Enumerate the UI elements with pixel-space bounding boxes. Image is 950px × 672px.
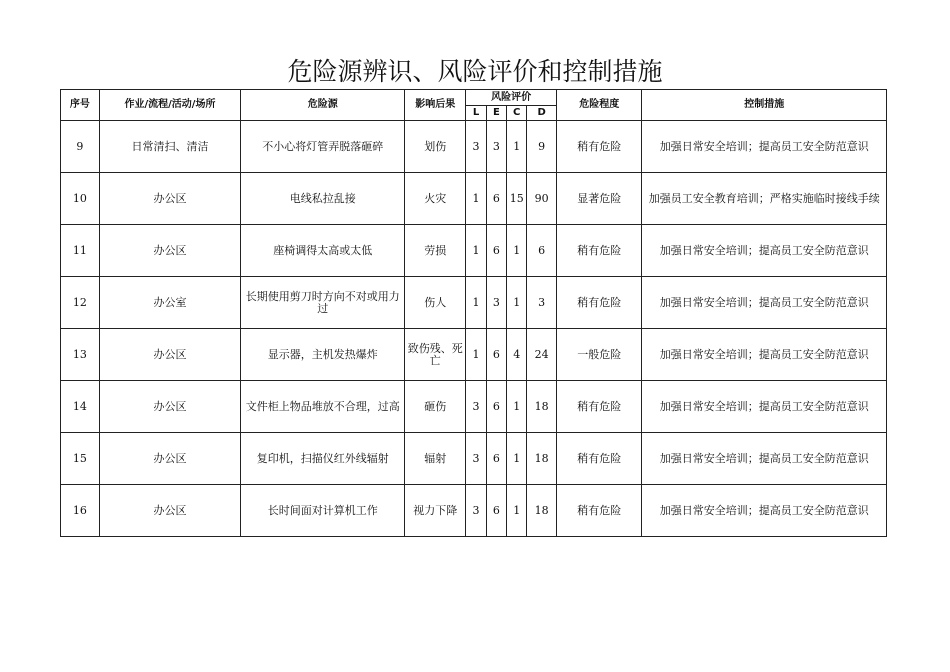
cell-activity: 办公区 <box>99 433 241 485</box>
cell-hazard: 显示器，主机发热爆炸 <box>241 329 405 381</box>
cell-activity: 办公区 <box>99 225 241 277</box>
cell-c: 1 <box>507 381 527 433</box>
cell-l: 3 <box>466 485 486 537</box>
table-row <box>61 485 887 537</box>
cell-c: 15 <box>507 173 527 225</box>
header-measures: 控制措施 <box>642 90 887 121</box>
cell-e: 6 <box>486 329 506 381</box>
cell-seq: 14 <box>61 381 100 433</box>
cell-consequence: 致伤残、死亡 <box>405 329 466 381</box>
cell-consequence: 辐射 <box>405 433 466 485</box>
cell-consequence: 划伤 <box>405 121 466 173</box>
cell-d: 90 <box>527 173 557 225</box>
cell-c: 1 <box>507 485 527 537</box>
cell-consequence: 视力下降 <box>405 485 466 537</box>
cell-e: 6 <box>486 433 506 485</box>
cell-l: 1 <box>466 173 486 225</box>
cell-level: 稍有危险 <box>556 485 642 537</box>
cell-measures: 加强日常安全培训；提高员工安全防范意识 <box>642 121 887 173</box>
hazard-table <box>60 89 887 537</box>
cell-c: 1 <box>507 121 527 173</box>
cell-c: 1 <box>507 277 527 329</box>
cell-c: 1 <box>507 433 527 485</box>
cell-hazard: 座椅调得太高或太低 <box>241 225 405 277</box>
cell-level: 稍有危险 <box>556 121 642 173</box>
cell-level: 显著危险 <box>556 173 642 225</box>
cell-seq: 13 <box>61 329 100 381</box>
cell-l: 3 <box>466 381 486 433</box>
cell-hazard: 长期使用剪刀时方向不对或用力过 <box>241 277 405 329</box>
cell-measures: 加强员工安全教育培训；严格实施临时接线手续 <box>642 173 887 225</box>
cell-measures: 加强日常安全培训；提高员工安全防范意识 <box>642 485 887 537</box>
table-row <box>61 329 887 381</box>
cell-d: 3 <box>527 277 557 329</box>
header-l: L <box>466 106 486 121</box>
cell-e: 6 <box>486 485 506 537</box>
header-seq: 序号 <box>61 90 100 121</box>
cell-activity: 办公区 <box>99 485 241 537</box>
cell-hazard: 长时间面对计算机工作 <box>241 485 405 537</box>
cell-measures: 加强日常安全培训；提高员工安全防范意识 <box>642 329 887 381</box>
header-c: C <box>507 106 527 121</box>
header-e: E <box>486 106 506 121</box>
cell-e: 6 <box>486 225 506 277</box>
cell-e: 3 <box>486 277 506 329</box>
header-d: D <box>527 106 557 121</box>
cell-l: 3 <box>466 121 486 173</box>
cell-hazard: 文件柜上物品堆放不合理，过高 <box>241 381 405 433</box>
table-row <box>61 277 887 329</box>
cell-hazard: 复印机，扫描仪红外线辐射 <box>241 433 405 485</box>
cell-hazard: 电线私拉乱接 <box>241 173 405 225</box>
cell-e: 3 <box>486 121 506 173</box>
table-row <box>61 225 887 277</box>
cell-consequence: 火灾 <box>405 173 466 225</box>
cell-level: 一般危险 <box>556 329 642 381</box>
cell-measures: 加强日常安全培训；提高员工安全防范意识 <box>642 381 887 433</box>
cell-e: 6 <box>486 173 506 225</box>
cell-e: 6 <box>486 381 506 433</box>
cell-consequence: 劳损 <box>405 225 466 277</box>
header-consequence: 影响后果 <box>405 90 466 121</box>
header-risk-eval: 风险评价 <box>466 90 557 106</box>
cell-d: 18 <box>527 381 557 433</box>
cell-hazard: 不小心将灯管弄脱落砸碎 <box>241 121 405 173</box>
cell-l: 1 <box>466 225 486 277</box>
cell-l: 1 <box>466 277 486 329</box>
table-row <box>61 381 887 433</box>
cell-c: 1 <box>507 225 527 277</box>
table-row <box>61 433 887 485</box>
cell-seq: 11 <box>61 225 100 277</box>
cell-seq: 9 <box>61 121 100 173</box>
cell-activity: 办公区 <box>99 381 241 433</box>
page-title: 危险源辨识、风险评价和控制措施 <box>287 57 663 86</box>
cell-seq: 15 <box>61 433 100 485</box>
cell-level: 稍有危险 <box>556 277 642 329</box>
header-activity: 作业/流程/活动/场所 <box>99 90 241 121</box>
cell-seq: 12 <box>61 277 100 329</box>
cell-consequence: 伤人 <box>405 277 466 329</box>
cell-measures: 加强日常安全培训；提高员工安全防范意识 <box>642 277 887 329</box>
cell-c: 4 <box>507 329 527 381</box>
cell-l: 1 <box>466 329 486 381</box>
cell-l: 3 <box>466 433 486 485</box>
table-row <box>61 121 887 173</box>
cell-activity: 办公室 <box>99 277 241 329</box>
cell-d: 18 <box>527 433 557 485</box>
cell-activity: 办公区 <box>99 173 241 225</box>
cell-level: 稍有危险 <box>556 433 642 485</box>
cell-level: 稍有危险 <box>556 225 642 277</box>
cell-seq: 16 <box>61 485 100 537</box>
cell-activity: 日常清扫、清洁 <box>99 121 241 173</box>
cell-d: 6 <box>527 225 557 277</box>
cell-level: 稍有危险 <box>556 381 642 433</box>
cell-d: 18 <box>527 485 557 537</box>
table-row <box>61 173 887 225</box>
cell-measures: 加强日常安全培训；提高员工安全防范意识 <box>642 225 887 277</box>
cell-d: 24 <box>527 329 557 381</box>
cell-activity: 办公区 <box>99 329 241 381</box>
cell-measures: 加强日常安全培训；提高员工安全防范意识 <box>642 433 887 485</box>
header-level: 危险程度 <box>556 90 642 121</box>
cell-d: 9 <box>527 121 557 173</box>
header-hazard: 危险源 <box>241 90 405 121</box>
cell-consequence: 砸伤 <box>405 381 466 433</box>
cell-seq: 10 <box>61 173 100 225</box>
